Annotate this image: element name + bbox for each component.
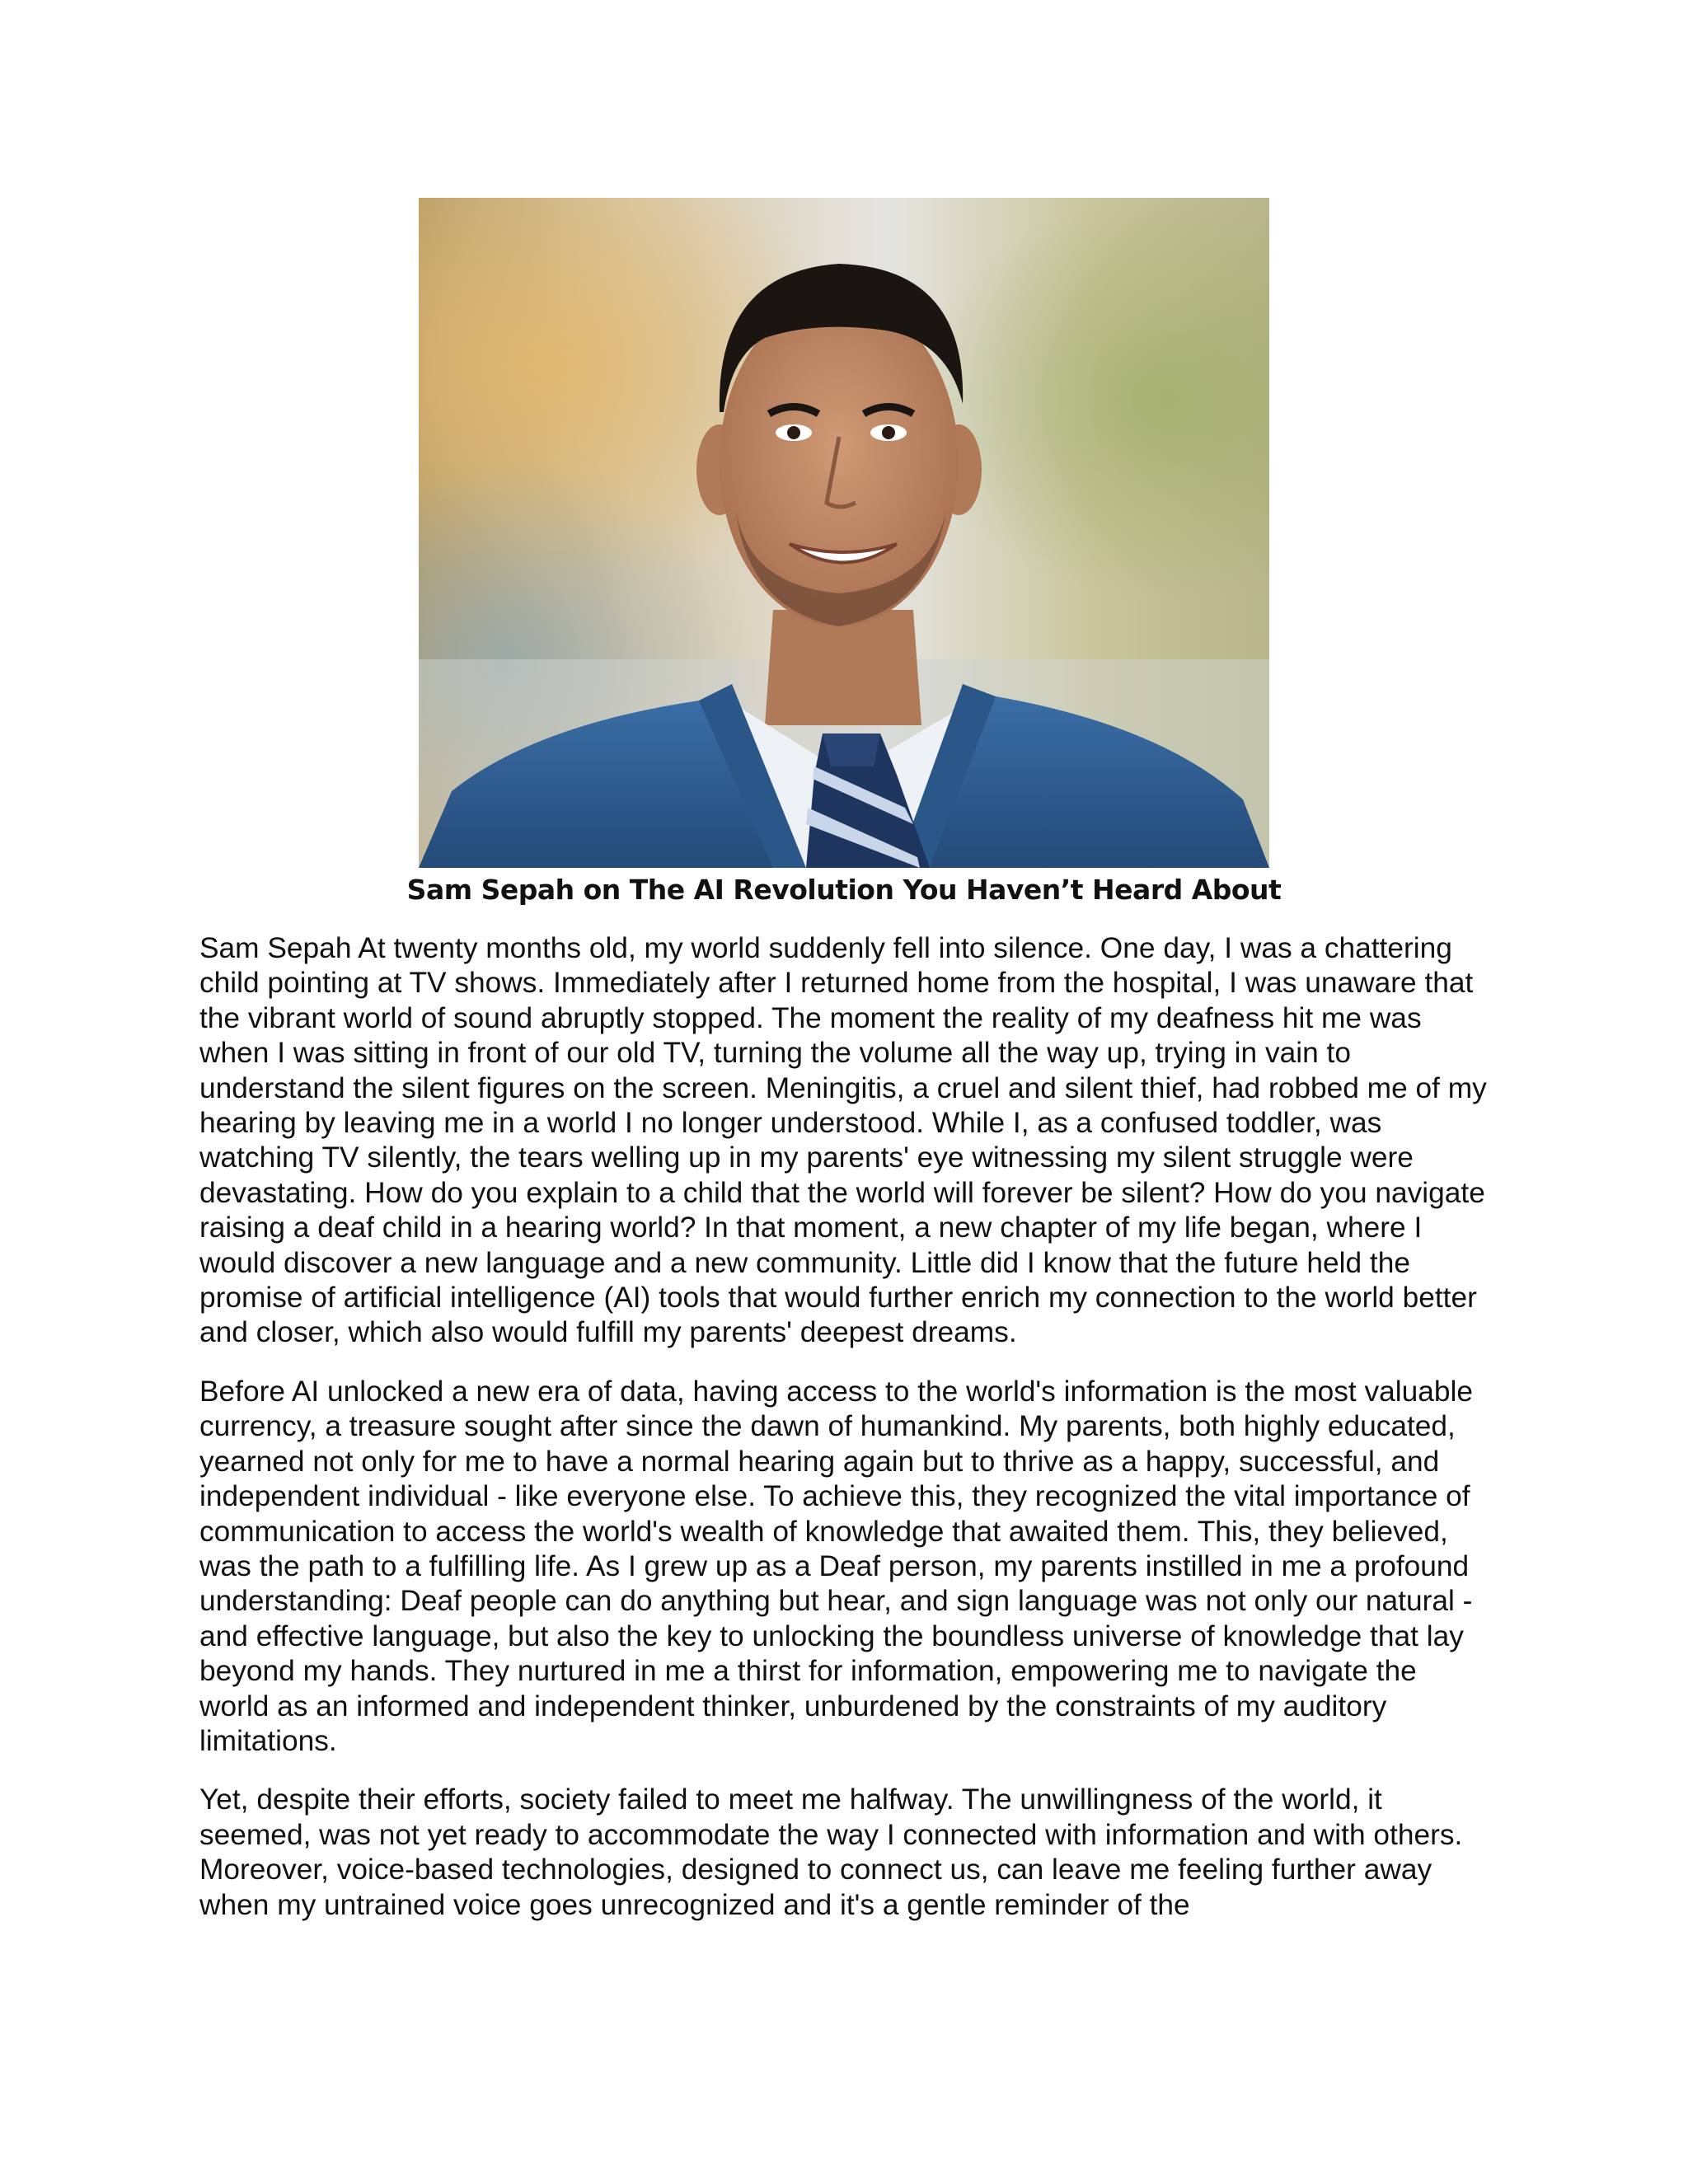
- photo-caption: Sam Sepah on The AI Revolution You Haven’t Heard About: [406, 874, 1282, 906]
- portrait-photo: [419, 198, 1269, 868]
- paragraph: Sam Sepah At twenty months old, my world suddenly fell into silence. One day, I was a chattering child pointing at TV shows. Immediately after I returned home from the hospital, I was unaware that the vibrant world of sound abruptly stopped. The moment the reality of my deafness hit me was when I was sitting in front of our old TV, turning the volume all the way up, trying in vain to understand the silent figures on the screen. Meningitis, a cruel and silent thief, had robbed me of my hearing by leaving me in a world I no longer understood. While I, as a confused toddler, was watching TV silently, the tears welling up in my parents' eye witnessing my silent struggle were devastating. How do you explain to a child that the world will forever be silent? How do you navigate raising a deaf child in a hearing world? In that moment, a new chapter of my life began, where I would discover a new language and a new community. Little did I know that the future held the promise of artificial intelligence (AI) tools that would further enrich my connection to the world better and closer, which also would fulfill my parents' deepest dreams.: [199, 932, 1487, 1349]
- article-body: [199, 931, 1493, 1947]
- portrait-illustration: [419, 198, 1269, 868]
- paragraph: Yet, despite their efforts, society failed to meet me halfway. The unwillingness of the world, it seemed, was not yet ready to accommodate the way I connected with information and with others. Moreover, voice-based technologies, designed to connect us, can leave me feeling further away when my untrained voice goes unrecognized and it's a gentle reminder of the: [199, 1783, 1463, 1921]
- paragraph: Before AI unlocked a new era of data, having access to the world's information is the most valuable currency, a treasure sought after since the dawn of humankind. My parents, both highly educated, yearned not only for me to have a normal hearing again but to thrive as a happy, successful, and independent individual - like everyone else. To achieve this, they recognized the vital importance of communication to access the world's wealth of knowledge that awaited them. This, they believed, was the path to a fulfilling life. As I grew up as a Deaf person, my parents instilled in me a profound understanding: Deaf people can do anything but hear, and sign language was not only our natural - and effective language, but also the key to unlocking the boundless universe of knowledge that lay beyond my hands. They nurtured in me a thirst for information, empowering me to navigate the world as an informed and independent thinker, unburdened by the constraints of my auditory limitations.: [199, 1375, 1473, 1757]
